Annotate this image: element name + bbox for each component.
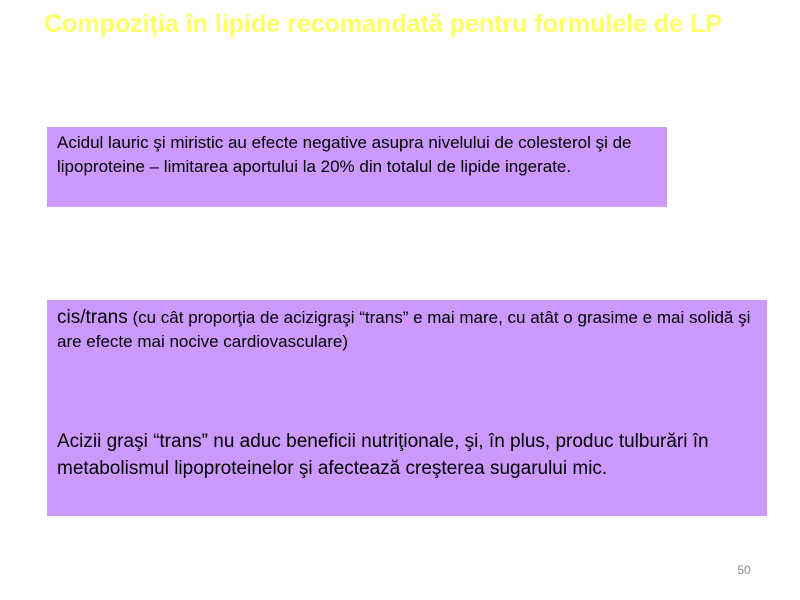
lauric-myristic-note-text: Acidul lauric şi miristic au efecte negative asupra nivelului de colesterol şi de lipoproteine – limitarea aportului la 20% din totalul de lipide ingerate. <box>57 133 632 176</box>
cis-trans-explanation: (cu cât proporţia de acizigraşi “trans” e mai mare, cu atât o grasime e mai solidă şi are efecte mai nocive cardiovasculare) <box>57 308 751 351</box>
lauric-myristic-note-box <box>47 127 667 207</box>
cis-trans-paragraph <box>57 306 757 354</box>
slide-number: 50 <box>737 563 751 577</box>
cis-trans-lead: cis/trans <box>57 307 128 328</box>
slide-title: Compoziţia în lipide recomandată pentru formulele de LP <box>44 10 722 38</box>
trans-fat-effects-paragraph: Acizii graşi “trans” nu aduc beneficii nutriţionale, şi, în plus, produc tulburări în metabolismul lipoproteinelor şi afectează creşterea sugarului mic. <box>57 431 709 479</box>
cis-trans-note-box <box>47 300 767 516</box>
